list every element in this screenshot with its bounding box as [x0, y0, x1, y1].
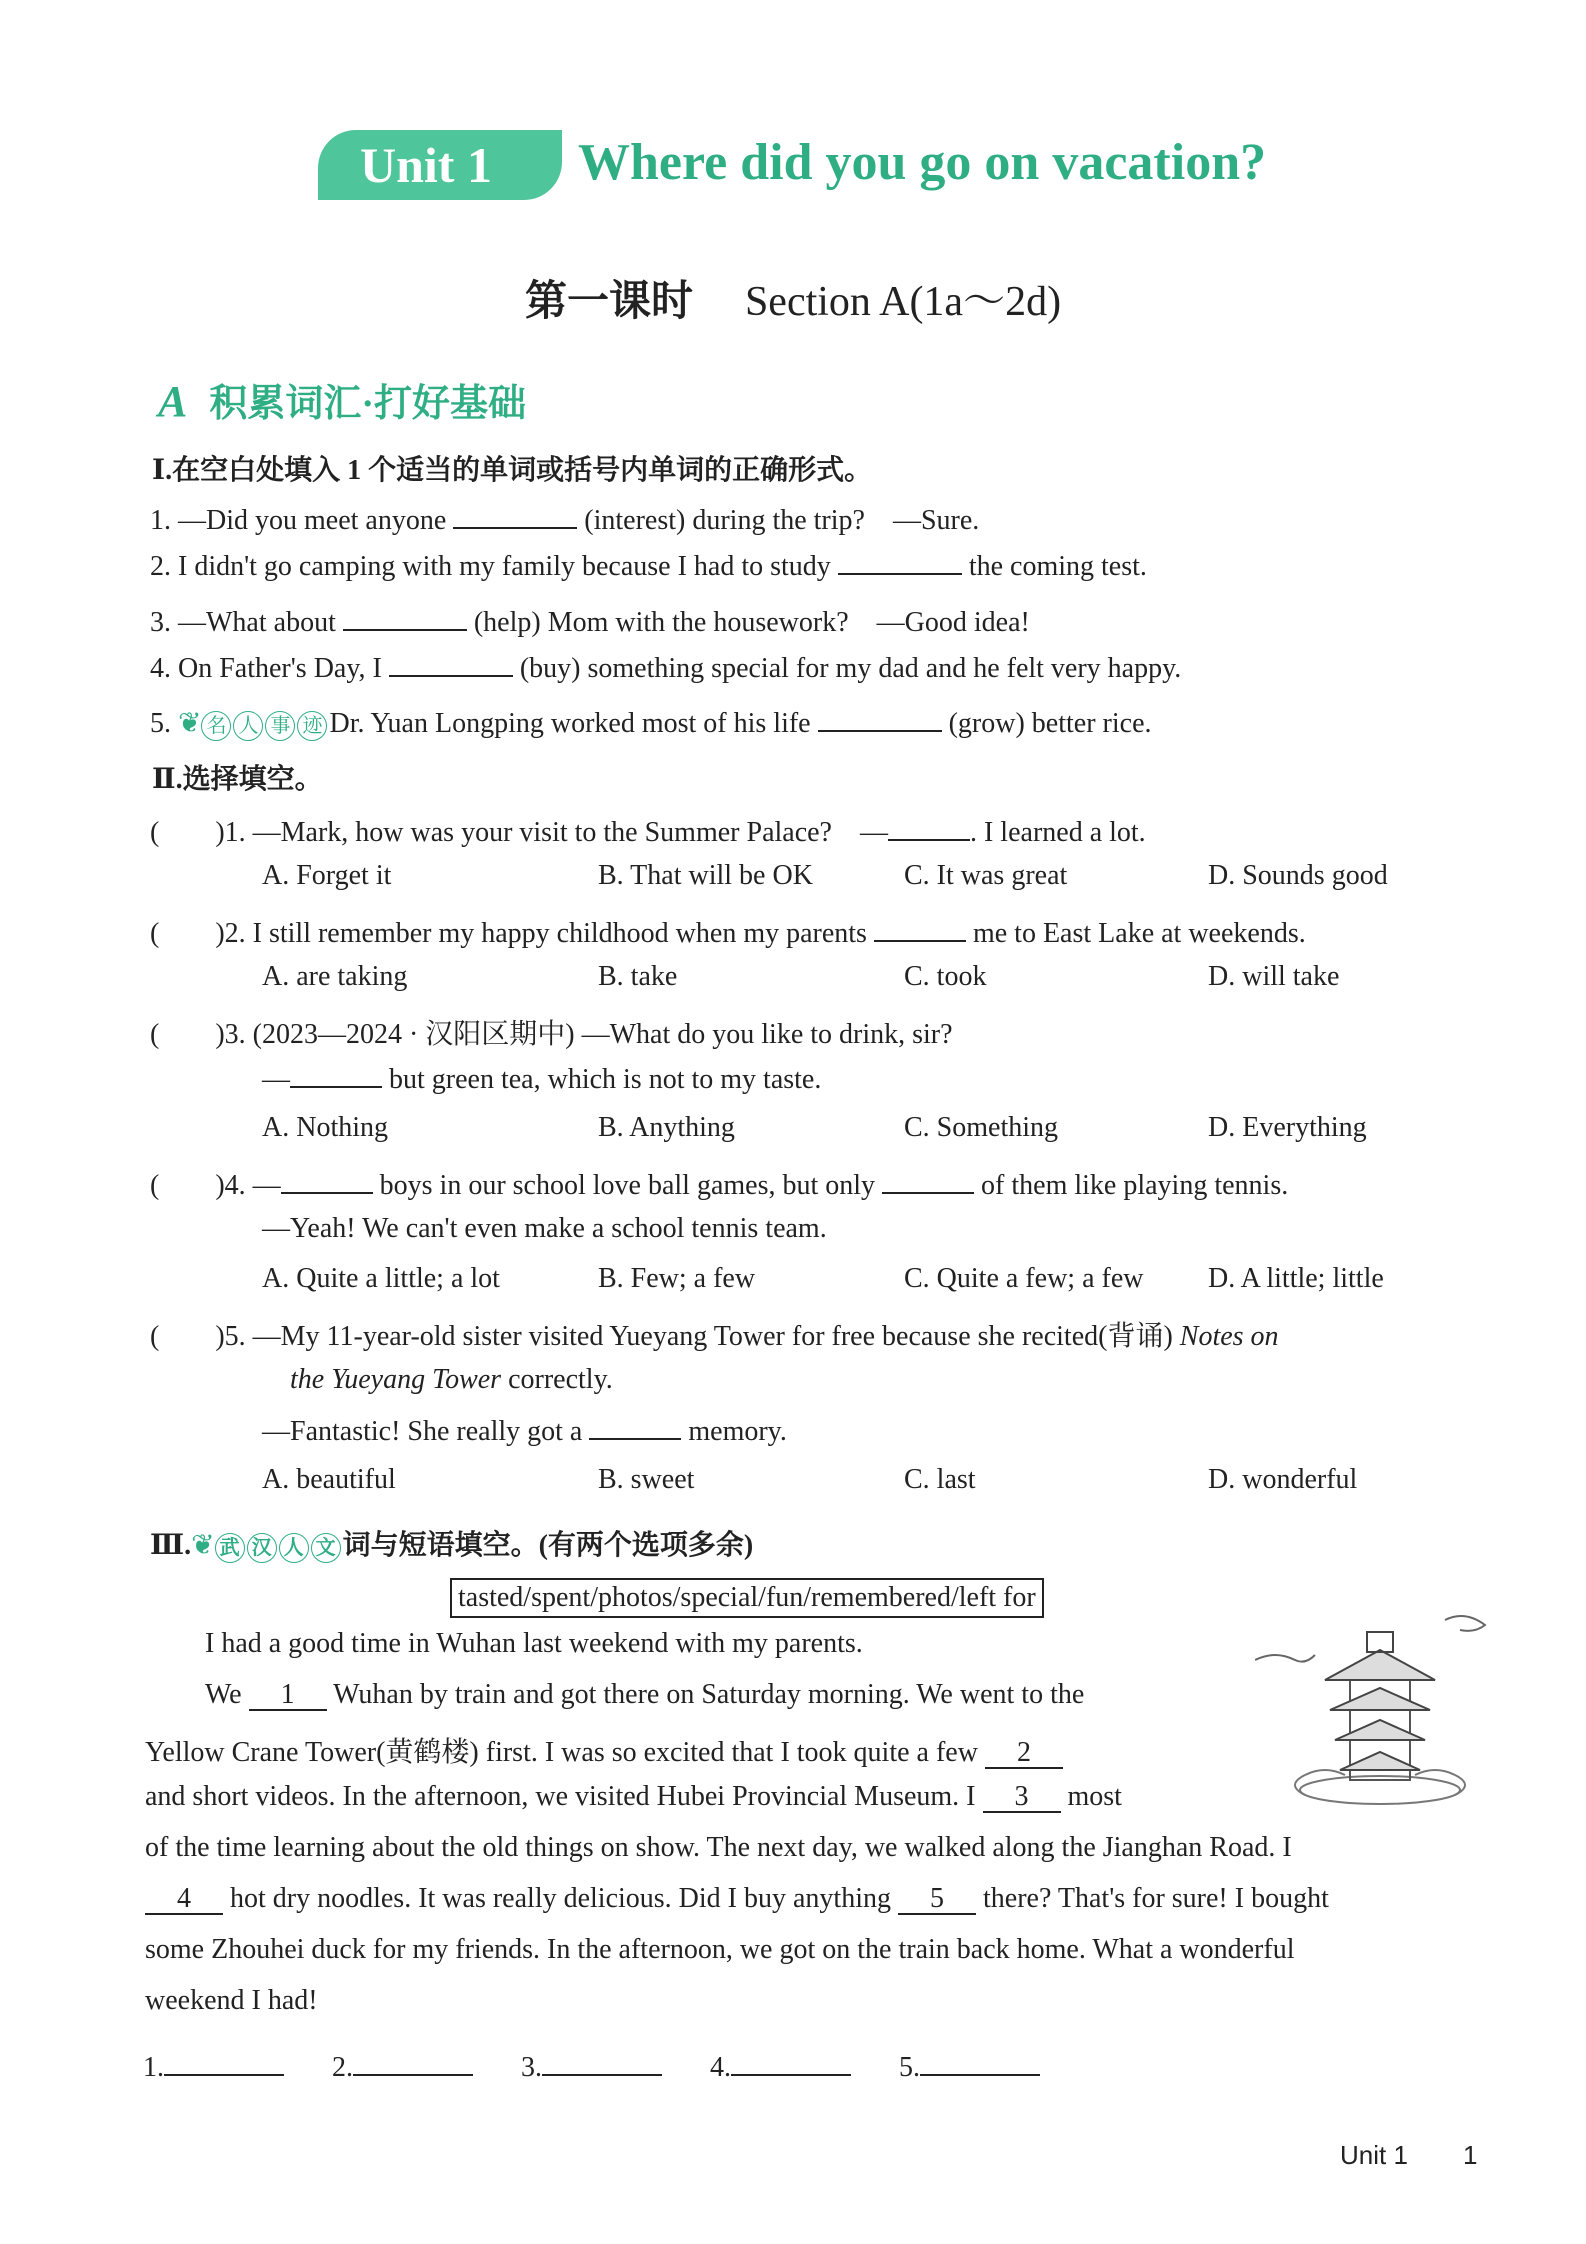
blank[interactable]	[888, 815, 970, 841]
unit-title: Where did you go on vacation?	[578, 134, 1267, 191]
p1-q1: 1. —Did you meet anyone (interest) during the trip? —Sure.	[150, 505, 980, 536]
leaf-icon: ❦	[178, 708, 202, 739]
passage-line: of the time learning about the old things on show. The next day, we walked along the Jianghan Road. I	[145, 1832, 1292, 1863]
option-a[interactable]: A. Quite a little; a lot	[262, 1263, 500, 1294]
option-c[interactable]: C. took	[904, 961, 987, 992]
tag-char: 迹	[297, 711, 327, 741]
p1-q4: 4. On Father's Day, I (buy) something special for my dad and he felt very happy.	[150, 653, 1182, 684]
p2-q3-line2: — but green tea, which is not to my taste.	[262, 1064, 822, 1095]
p1-q2: 2. I didn't go camping with my family because I had to study the coming test.	[150, 551, 1147, 582]
blank[interactable]	[343, 605, 467, 631]
blank[interactable]	[389, 651, 513, 677]
footer-unit: Unit 1	[1340, 2140, 1408, 2170]
part1-heading: Ⅰ.在空白处填入 1 个适当的单词或括号内单词的正确形式。	[152, 455, 873, 486]
passage-blank[interactable]: 1	[249, 1681, 327, 1711]
p2-q4-line2: —Yeah! We can't even make a school tennis team.	[262, 1213, 827, 1244]
option-c[interactable]: C. Something	[904, 1112, 1059, 1143]
yellow-crane-tower-illustration	[1255, 1610, 1505, 1810]
option-c[interactable]: C. last	[904, 1464, 976, 1495]
lesson-en: Section A(1a～2d)	[744, 279, 1062, 325]
passage-blank[interactable]: 4	[145, 1885, 223, 1915]
p2-q4: ( )4. — boys in our school love ball games, but only of them like playing tennis.	[150, 1170, 1289, 1201]
unit-label: Unit 1	[360, 137, 492, 193]
section-heading	[158, 372, 526, 427]
p2-q2: ( )2. I still remember my happy childhood when my parents me to East Lake at weekends.	[150, 918, 1306, 949]
option-b[interactable]: B. Few; a few	[598, 1263, 756, 1294]
answer-blank[interactable]	[731, 2050, 851, 2076]
passage-line: Yellow Crane Tower(黄鹤楼) first. I was so excited that I took quite a few 2	[145, 1730, 1063, 1770]
answer-blank[interactable]	[920, 2050, 1040, 2076]
blank[interactable]	[818, 706, 942, 732]
tag-char: 事	[265, 711, 295, 741]
section-letter: A	[158, 377, 188, 426]
blank[interactable]	[290, 1062, 382, 1088]
passage-line: I had a good time in Wuhan last weekend with my parents.	[205, 1628, 863, 1659]
word-bank: tasted/spent/photos/special/fun/remembered/left for	[450, 1578, 1044, 1618]
unit-badge	[318, 130, 562, 200]
lesson-cn: 第一课时	[524, 279, 693, 325]
p2-q3: ( )3. (2023—2024 · 汉阳区期中) —What do you like to drink, sir?	[150, 1019, 953, 1050]
tag-char: 名	[201, 711, 231, 741]
p2-q5-line3: —Fantastic! She really got a memory.	[262, 1416, 787, 1447]
blank[interactable]	[589, 1414, 681, 1440]
p1-q5: 5. ❦ 名 人 事 迹 Dr. Yuan Longping worked most of his life (grow) better rice.	[150, 708, 1152, 739]
option-d[interactable]: D. Sounds good	[1208, 860, 1388, 891]
blank[interactable]	[882, 1168, 974, 1194]
p2-q5-line2: the Yueyang Tower correctly.	[290, 1364, 613, 1395]
option-d[interactable]: D. Everything	[1208, 1112, 1367, 1143]
passage-line: weekend I had!	[145, 1985, 318, 2016]
passage-line: We 1 Wuhan by train and got there on Saturday morning. We went to the	[205, 1679, 1085, 1710]
section-title: 积累词汇·打好基础	[209, 383, 527, 425]
passage-blank[interactable]: 3	[983, 1783, 1061, 1813]
part3-heading: Ⅲ.❦ 武 汉 人 文 词与短语填空。(有两个选项多余)	[150, 1530, 754, 1561]
part2-heading: Ⅱ.选择填空。	[152, 764, 323, 795]
option-d[interactable]: D. wonderful	[1208, 1464, 1358, 1495]
tag-char: 人	[233, 711, 263, 741]
passage-line: some Zhouhei duck for my friends. In the afternoon, we got on the train back home. What a wonderful	[145, 1934, 1295, 1965]
blank[interactable]	[453, 503, 577, 529]
option-b[interactable]: B. sweet	[598, 1464, 695, 1495]
option-b[interactable]: B. That will be OK	[598, 860, 813, 891]
option-b[interactable]: B. Anything	[598, 1112, 735, 1143]
blank[interactable]	[874, 916, 966, 942]
passage-line: 4 hot dry noodles. It was really delicious. Did I buy anything 5 there? That's for sure! I bought	[145, 1883, 1329, 1915]
page-number: 1	[1463, 2140, 1478, 2170]
option-d[interactable]: D. A little; little	[1208, 1263, 1384, 1294]
lesson-heading	[0, 268, 1586, 328]
p2-q1: ( )1. —Mark, how was your visit to the Summer Palace? — . I learned a lot.	[150, 817, 1146, 848]
blank[interactable]	[281, 1168, 373, 1194]
passage-line: and short videos. In the afternoon, we visited Hubei Provincial Museum. I 3 most	[145, 1781, 1122, 1812]
passage-blank[interactable]: 2	[985, 1739, 1063, 1769]
answer-blank[interactable]	[542, 2050, 662, 2076]
option-c[interactable]: C. Quite a few; a few	[904, 1263, 1144, 1294]
option-a[interactable]: A. are taking	[262, 961, 408, 992]
option-a[interactable]: A. Forget it	[262, 860, 392, 891]
leaf-icon: ❦	[191, 1530, 215, 1561]
answer-blank[interactable]	[164, 2050, 284, 2076]
option-a[interactable]: A. Nothing	[262, 1112, 388, 1143]
p2-q5: ( )5. —My 11-year-old sister visited Yueyang Tower for free because she recited(背诵) Notes on	[150, 1321, 1279, 1352]
passage-blank[interactable]: 5	[898, 1885, 976, 1915]
option-c[interactable]: C. It was great	[904, 860, 1068, 891]
option-d[interactable]: D. will take	[1208, 961, 1340, 992]
answer-row: 1. 2. 3. 4. 5.	[143, 2050, 1040, 2084]
blank[interactable]	[838, 549, 962, 575]
answer-blank[interactable]	[353, 2050, 473, 2076]
p1-q3: 3. —What about (help) Mom with the housework? —Good idea!	[150, 607, 1030, 638]
option-a[interactable]: A. beautiful	[262, 1464, 396, 1495]
option-b[interactable]: B. take	[598, 961, 678, 992]
